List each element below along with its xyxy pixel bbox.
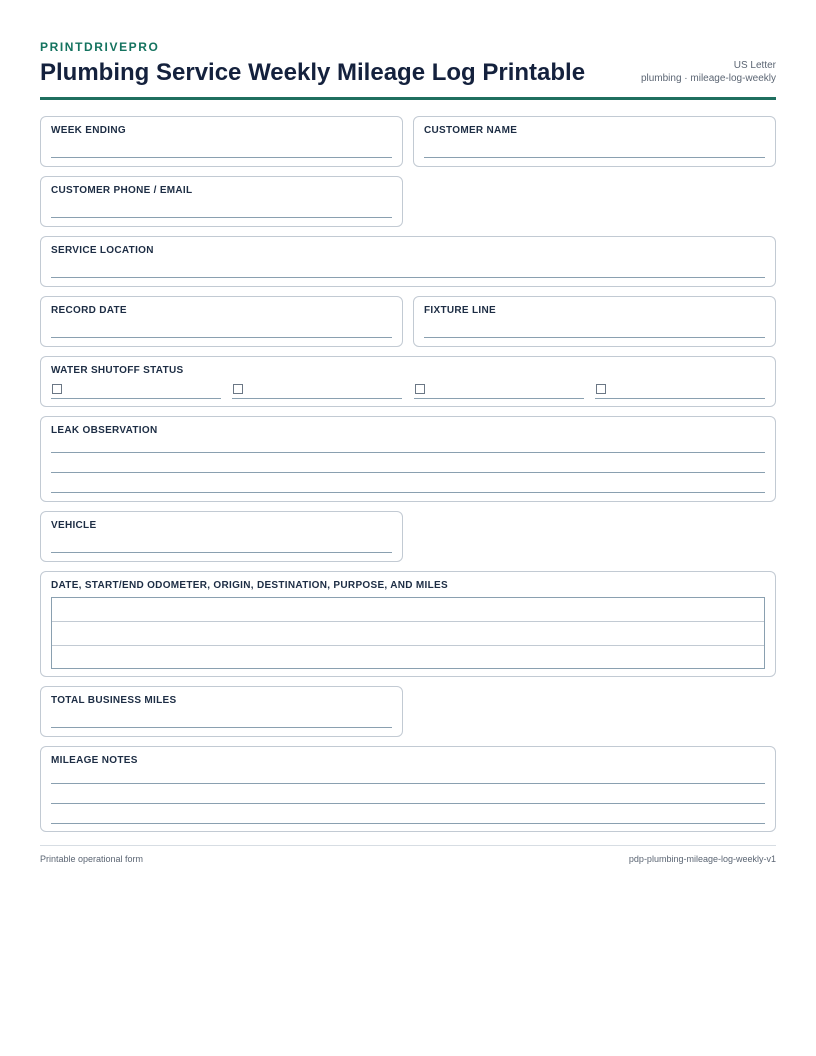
vehicle-label: VEHICLE [51, 520, 97, 531]
trip-log-row-divider-1 [52, 621, 764, 622]
mileage-notes-line-1[interactable] [51, 783, 765, 784]
week-ending-input-line[interactable] [51, 157, 392, 158]
record-date-input-line[interactable] [51, 337, 392, 338]
customer-name-input-line[interactable] [424, 157, 765, 158]
mileage-notes-line-3[interactable] [51, 823, 765, 824]
shutoff-option-line-1[interactable] [51, 398, 221, 399]
shutoff-option-line-3[interactable] [414, 398, 584, 399]
customer-contact-label: CUSTOMER PHONE / EMAIL [51, 185, 193, 196]
trip-log-label: DATE, START/END ODOMETER, ORIGIN, DESTINATION, PURPOSE, AND MILES [51, 580, 448, 591]
vehicle-input-line[interactable] [51, 552, 392, 553]
paper-size: US Letter [733, 60, 776, 71]
brand-name: PRINTDRIVEPRO [40, 40, 160, 54]
total-business-miles-input-line[interactable] [51, 727, 392, 728]
shutoff-checkbox-1[interactable] [52, 384, 62, 394]
shutoff-option-line-2[interactable] [232, 398, 402, 399]
shutoff-option-line-4[interactable] [595, 398, 765, 399]
customer-contact-field [40, 176, 403, 227]
shutoff-checkbox-3[interactable] [415, 384, 425, 394]
leak-observation-line-1[interactable] [51, 452, 765, 453]
record-date-field [40, 296, 403, 347]
footer-divider [40, 845, 776, 846]
leak-observation-line-2[interactable] [51, 472, 765, 473]
trip-log-table [51, 597, 765, 669]
page-meta [641, 59, 776, 85]
record-date-label: RECORD DATE [51, 305, 127, 316]
mileage-notes-field [40, 746, 776, 832]
service-location-input-line[interactable] [51, 277, 765, 278]
page-title: Plumbing Service Weekly Mileage Log Printable [40, 59, 586, 86]
leak-observation-label: LEAK OBSERVATION [51, 425, 158, 436]
week-ending-field [40, 116, 403, 167]
fixture-line-field [413, 296, 776, 347]
fixture-line-label: FIXTURE LINE [424, 305, 496, 316]
vehicle-field [40, 511, 403, 562]
leak-observation-line-3[interactable] [51, 492, 765, 493]
form-id: pdp-plumbing-mileage-log-weekly-v1 [628, 854, 776, 864]
shutoff-checkbox-2[interactable] [233, 384, 243, 394]
fixture-line-input-line[interactable] [424, 337, 765, 338]
service-location-label: SERVICE LOCATION [51, 245, 154, 256]
service-location-field [40, 236, 776, 287]
mileage-notes-line-2[interactable] [51, 803, 765, 804]
water-shutoff-status-label: WATER SHUTOFF STATUS [51, 365, 184, 376]
customer-name-field [413, 116, 776, 167]
week-ending-label: WEEK ENDING [51, 125, 126, 136]
total-business-miles-field [40, 686, 403, 737]
customer-name-label: CUSTOMER NAME [424, 125, 518, 136]
mileage-notes-label: MILEAGE NOTES [51, 755, 138, 766]
total-business-miles-label: TOTAL BUSINESS MILES [51, 695, 177, 706]
trip-log-field [40, 571, 776, 677]
trip-log-row-divider-2 [52, 645, 764, 646]
water-shutoff-status-field [40, 356, 776, 407]
shutoff-checkbox-4[interactable] [596, 384, 606, 394]
form-tags: plumbing · mileage-log-weekly [640, 73, 776, 84]
customer-contact-input-line[interactable] [51, 217, 392, 218]
page-header [40, 40, 776, 86]
footer-description: Printable operational form [40, 854, 144, 864]
header-divider [40, 97, 776, 100]
leak-observation-field [40, 416, 776, 502]
